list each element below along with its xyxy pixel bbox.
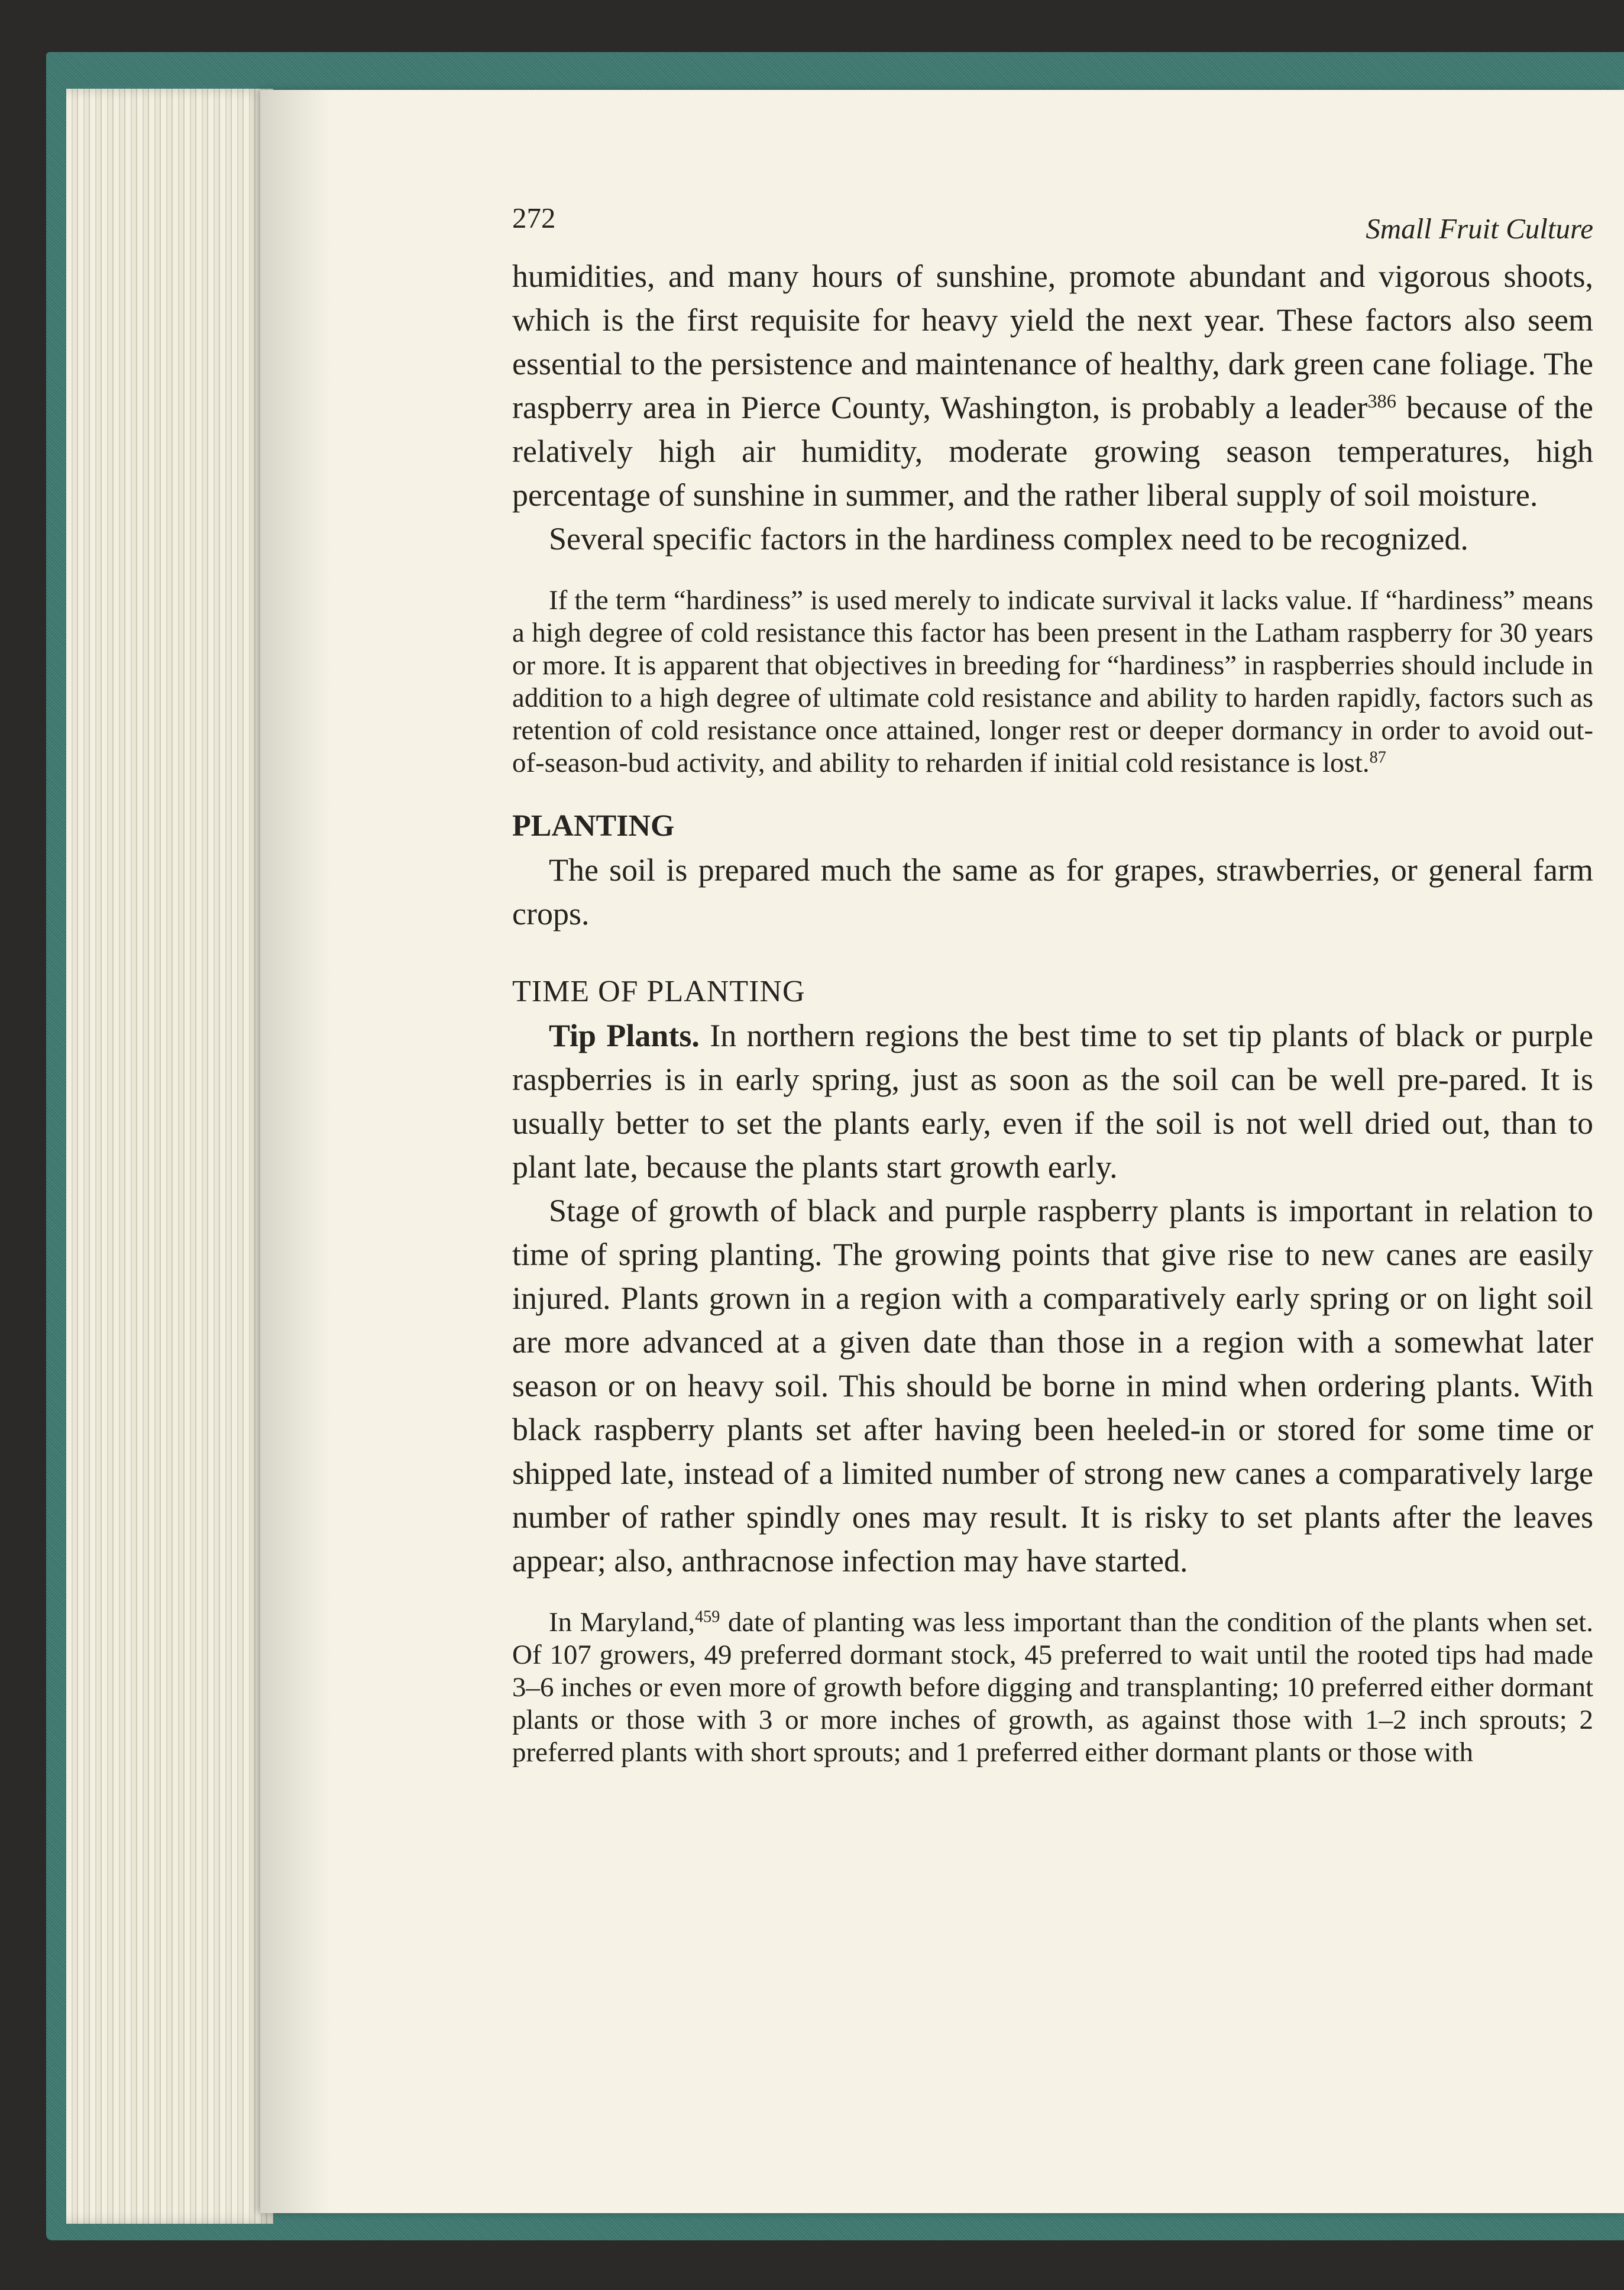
excerpt-maryland [512, 1606, 1593, 1769]
page-text [512, 201, 1593, 1769]
paragraph-tip-plants [512, 1014, 1593, 1189]
paragraph-text: humidities, and many hours of sunshine, promote abundant and vigorous shoots, which is the first requisite for heavy yield the next year. These factors also seem essential to the persistence and maintenance of healthy, dark green cane foliage. The raspberry area in Pierce County, Washington, is probably a leader [512, 258, 1593, 425]
page-edges [66, 89, 273, 2224]
paragraph-text: because of the relatively high air humidity, moderate growing season temperatures, high percentage of sunshine in summer, and the rather liberal supply of soil moisture. [512, 390, 1593, 513]
paragraph-humidities [512, 254, 1593, 517]
paragraph-soil: The soil is prepared much the same as for grapes, strawberries, or general farm crops. [512, 852, 1593, 931]
run-in-heading: Tip Plants. [549, 1018, 700, 1053]
section-heading-planting: PLANTING [512, 809, 675, 843]
page-number: 272 [512, 202, 556, 234]
footnote-ref: 87 [1369, 748, 1386, 767]
page-gutter-shadow [260, 90, 331, 2213]
running-title: Small Fruit Culture [1366, 212, 1593, 245]
running-head [512, 201, 1593, 254]
excerpt-text: date of planting was less important than the condition of the plants when set. Of 107 growers, 49 preferred dormant stock, 45 preferred to wait until the rooted tips had made 3–6 inches or even more of growth before digging and transplanting; 10 preferred either dormant plants or those with 3 or more inches of growth, as against those with 1–2 inch sprouts; 2 preferred plants with short sprouts; and 1 preferred either dormant plants or those with [512, 1607, 1593, 1768]
footnote-ref: 459 [695, 1607, 720, 1626]
excerpt-hardiness [512, 584, 1593, 779]
excerpt-text: In Maryland, [549, 1607, 695, 1638]
excerpt-text: If the term “hardiness” is used merely to indicate survival it lacks value. If “hardiness” means a high degree of cold resistance this factor has been present in the Latham raspberry for 30 years or more. It is apparent that objectives in breeding for “hardiness” in raspberries should include in addition to a high degree of ultimate cold resistance and ability to harden rapidly, factors such as retention of cold resistance once attained, longer rest or deeper dormancy in order to avoid out-of-season-bud activity, and ability to reharden if initial cold resistance is lost. [512, 585, 1593, 778]
paragraph-text: In northern regions the best time to set tip plants of black or purple raspberries is in early spring, just as soon as the soil can be well pre-pared. It is usually better to set the plants early, even if the soil is not well dried out, than to plant late, because the plants start growth early. [512, 1018, 1593, 1185]
paragraph-hardiness: Several specific factors in the hardiness complex need to be recognized. [549, 521, 1468, 557]
footnote-ref: 386 [1367, 391, 1396, 413]
subsection-heading-time-of-planting: TIME OF PLANTING [512, 975, 805, 1008]
paragraph-stage-of-growth: Stage of growth of black and purple raspberry plants is important in relation to time of spring planting. The growing points that give rise to new canes are easily injured. Plants grown in a region with a comparatively early spring or on light soil are more advanced at a given date than those in a region with a somewhat later season or on heavy soil. This should be borne in mind when ordering plants. With black raspberry plants set after having been heeled-in or stored for some time or shipped late, instead of a limited number of strong new canes a comparatively large number of rather spindly ones may result. It is risky to set plants after the leaves appear; also, anthracnose infection may have started. [512, 1193, 1593, 1579]
